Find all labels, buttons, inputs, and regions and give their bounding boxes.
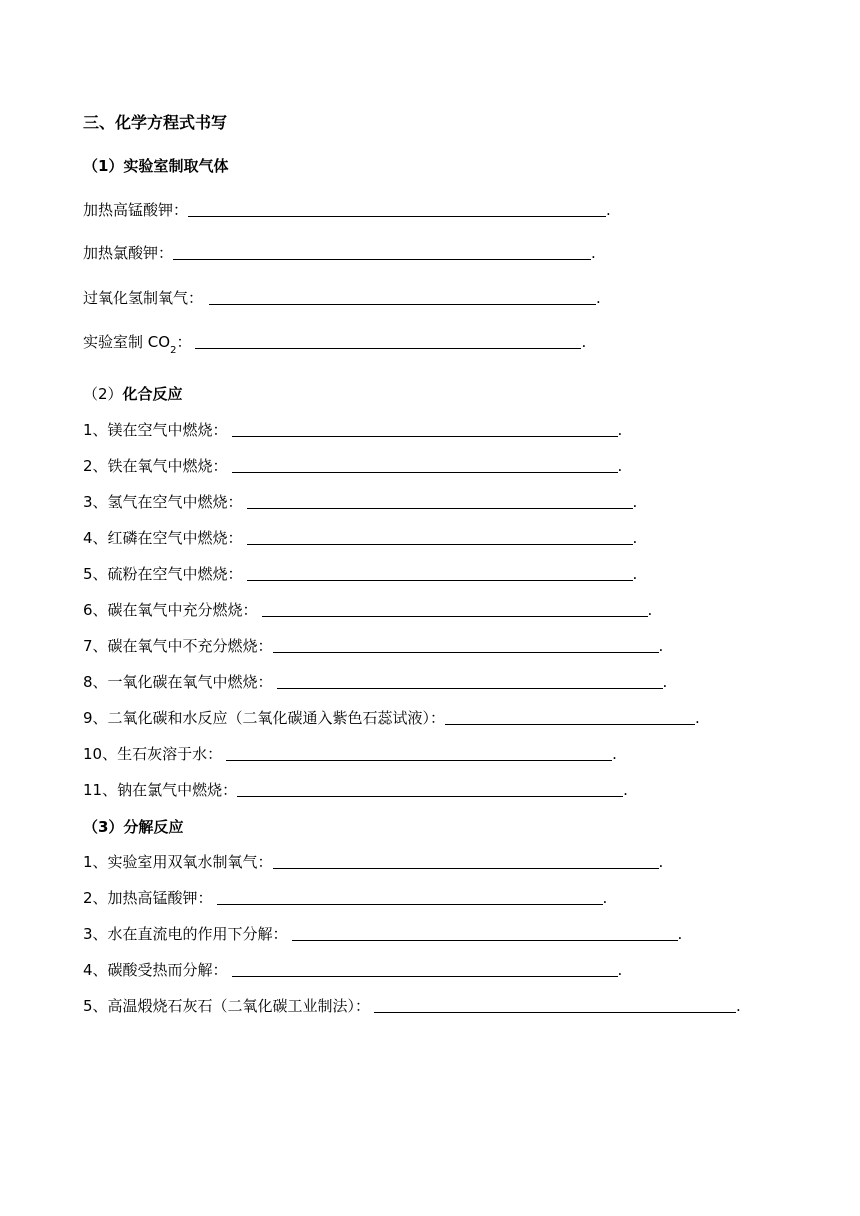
list-item: 3、水在直流电的作用下分解： . xyxy=(83,925,683,943)
answer-blank[interactable] xyxy=(237,780,623,797)
list-item: 3、氢气在空气中燃烧： . xyxy=(83,493,638,511)
part1-heading: （1）实验室制取气体 xyxy=(83,157,229,175)
answer-blank[interactable] xyxy=(273,636,659,653)
list-item: 加热高锰酸钾： . xyxy=(83,201,611,219)
answer-blank[interactable] xyxy=(247,564,633,581)
list-item: 4、红磷在空气中燃烧： . xyxy=(83,529,638,547)
list-item: 1、镁在空气中燃烧： . xyxy=(83,421,623,439)
list-item: 2、加热高锰酸钾： . xyxy=(83,889,608,907)
list-item: 4、碳酸受热而分解： . xyxy=(83,961,623,979)
part3-heading: （3）分解反应 xyxy=(83,818,184,836)
answer-blank[interactable] xyxy=(374,996,736,1013)
answer-blank[interactable] xyxy=(173,243,591,260)
list-item: 6、碳在氧气中充分燃烧： . xyxy=(83,601,653,619)
answer-blank[interactable] xyxy=(292,924,678,941)
list-item: 5、硫粉在空气中燃烧： . xyxy=(83,565,638,583)
list-item: 10、生石灰溶于水： . xyxy=(83,745,617,763)
list-item: 实验室制 CO 2 ： . xyxy=(83,333,587,356)
answer-blank[interactable] xyxy=(226,744,612,761)
answer-blank[interactable] xyxy=(247,528,633,545)
answer-blank[interactable] xyxy=(209,288,596,305)
list-item: 过氧化氢制氧气： . xyxy=(83,289,601,307)
answer-blank[interactable] xyxy=(247,492,633,509)
answer-blank[interactable] xyxy=(232,420,618,437)
list-item: 5、高温煅烧石灰石（二氧化碳工业制法）： . xyxy=(83,997,741,1015)
list-item: 11、钠在氯气中燃烧： . xyxy=(83,781,628,799)
answer-blank[interactable] xyxy=(232,960,618,977)
list-item: 1、实验室用双氧水制氧气： . xyxy=(83,853,664,871)
list-item: 2、铁在氧气中燃烧： . xyxy=(83,457,623,475)
answer-blank[interactable] xyxy=(188,200,606,217)
answer-blank[interactable] xyxy=(277,672,663,689)
section-title: 三、化学方程式书写 xyxy=(83,113,228,132)
answer-blank[interactable] xyxy=(195,332,581,349)
answer-blank[interactable] xyxy=(262,600,648,617)
answer-blank[interactable] xyxy=(232,456,618,473)
list-item: 加热氯酸钾： . xyxy=(83,244,596,262)
answer-blank[interactable] xyxy=(217,888,603,905)
list-item: 7、碳在氧气中不充分燃烧： . xyxy=(83,637,664,655)
list-item: 8、一氧化碳在氧气中燃烧： . xyxy=(83,673,668,691)
answer-blank[interactable] xyxy=(445,708,695,725)
list-item: 9、二氧化碳和水反应（二氧化碳通入紫色石蕊试液）： . xyxy=(83,709,700,727)
answer-blank[interactable] xyxy=(273,852,659,869)
part2-heading: （2） 化合反应 xyxy=(83,385,183,403)
